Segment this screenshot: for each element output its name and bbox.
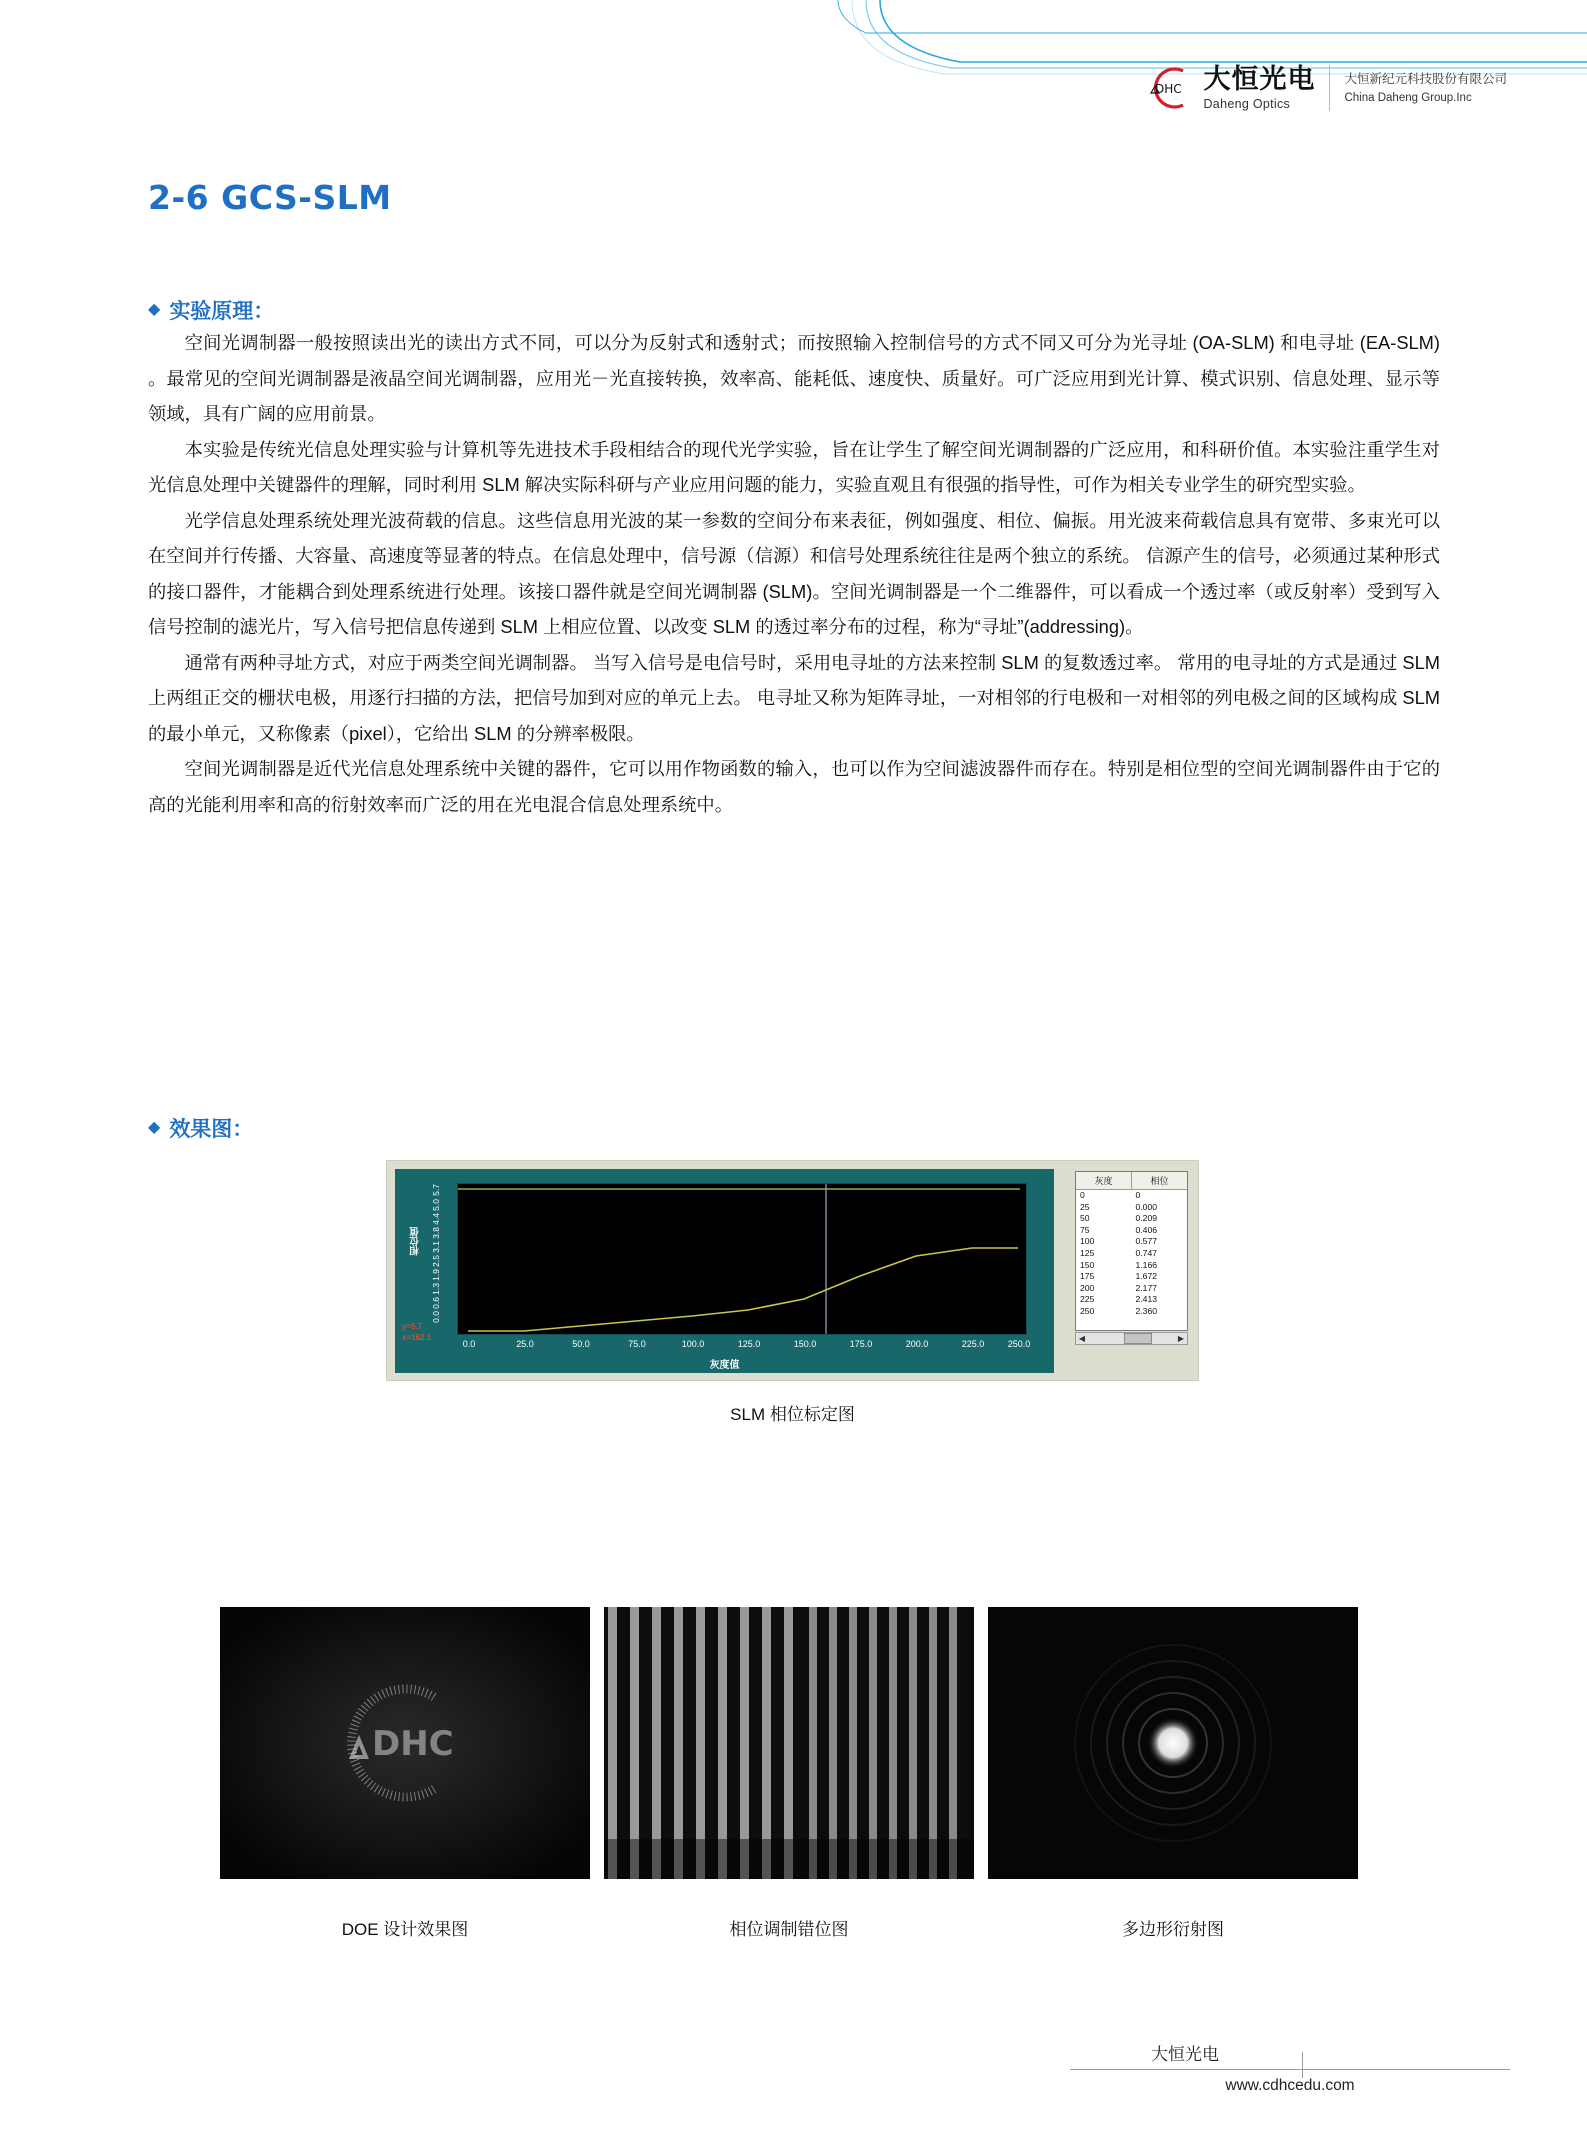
cell-phase: 1.166	[1135, 1259, 1158, 1270]
footer-url[interactable]: www.cdhcedu.com	[1225, 2077, 1355, 2094]
table-row	[1076, 1271, 1187, 1283]
company-chinese-name: 大恒新纪元科技股份有限公司	[1344, 71, 1507, 86]
calibration-table	[1075, 1171, 1188, 1331]
table-header-row	[1076, 1172, 1187, 1190]
figure-caption-main: SLM 相位标定图	[730, 1405, 855, 1424]
cell-phase: 0.406	[1135, 1224, 1158, 1235]
table-row	[1076, 1225, 1187, 1237]
y-tick: 2.5	[431, 1255, 441, 1267]
cell-gray: 0	[1080, 1190, 1085, 1200]
y-tick: 5.7	[431, 1184, 441, 1196]
scroll-left-icon[interactable]: ◀	[1078, 1334, 1086, 1343]
table-row	[1076, 1283, 1187, 1295]
cell-phase: 2.360	[1135, 1305, 1158, 1316]
cell-gray: 25	[1080, 1201, 1090, 1212]
cell-phase: 0.747	[1135, 1247, 1158, 1258]
cell-gray: 225	[1080, 1294, 1095, 1305]
thumbnail-caption-doe: DOE 设计效果图	[341, 1920, 469, 1939]
table-horizontal-scrollbar[interactable]	[1075, 1332, 1188, 1345]
cell-phase: 0.577	[1135, 1236, 1158, 1247]
thumbnail-doe	[220, 1607, 590, 1879]
cell-gray: 250	[1080, 1305, 1095, 1316]
scrollbar-thumb[interactable]	[1124, 1333, 1152, 1344]
dhc-logo-icon	[1143, 62, 1195, 114]
y-tick: 0.6	[431, 1297, 441, 1309]
table-row	[1076, 1260, 1187, 1272]
paragraph-3: 光学信息处理系统处理光波荷载的信息。这些信息用光波的某一参数的空间分布来表征，例如强度、相位、偏振。用光波来荷载信息具有宽带、多束光可以在空间并行传播、大容量、高速度等显著的特点。在信息处理中，信号源（信源）和信号处理系统往往是两个独立的系统。 信源产生的信号，必须通过某种形式的接口器件，才能耦合到处理系统进行处理。该接口器件就是空间光调制器 (SLM)。空间光调制器是一个二维器件，可以看成一个透过率（或反射率）受到写入信号控制的滤光片，写入信号把信息传递到 SLM 上相应位置、以改变 SLM 的透过率分布的过程，称为“寻址”(addressing)。	[148, 509, 1440, 637]
table-row	[1076, 1294, 1187, 1306]
company-english-name: China Daheng Group.Inc	[1344, 91, 1472, 104]
cell-phase: 2.413	[1135, 1294, 1158, 1305]
y-tick: 4.4	[431, 1213, 441, 1225]
thumbnail-fringe	[604, 1607, 974, 1879]
y-tick: 0.0	[431, 1311, 441, 1323]
scroll-right-icon[interactable]: ▶	[1177, 1334, 1185, 1343]
x-tick: 0.0	[462, 1339, 476, 1349]
cell-phase: 1.672	[1135, 1271, 1158, 1282]
section-heading-principle	[148, 295, 274, 325]
svg-text:DHC: DHC	[1155, 82, 1183, 96]
plot-canvas	[457, 1183, 1027, 1335]
x-axis-label: 灰度值	[709, 1360, 740, 1371]
table-row	[1076, 1202, 1187, 1214]
column-header-phase: 相位	[1150, 1176, 1169, 1186]
diamond-icon: ◆	[148, 301, 161, 318]
y-tick: 3.8	[431, 1227, 441, 1239]
logo-chinese-name: 大恒光电	[1203, 64, 1316, 95]
cursor-y-value: y=5.7	[402, 1322, 423, 1331]
paragraph-2: 本实验是传统光信息处理实验与计算机等先进技术手段相结合的现代光学实验，旨在让学生了解空间光调制器的广泛应用，和科研价值。本实验注重学生对光信息处理中关键器件的理解，同时利用 SLM 解决实际科研与产业应用问题的能力，实验直观且有很强的指导性，可作为相关专业学生的研究型实验。	[148, 438, 1440, 495]
table-row	[1076, 1213, 1187, 1225]
y-tick: 1.9	[431, 1269, 441, 1281]
section-label: 实验原理：	[169, 300, 275, 323]
x-tick: 200.0	[905, 1339, 929, 1349]
table-row	[1076, 1190, 1187, 1202]
paragraph-1: 空间光调制器一般按照读出光的读出方式不同，可以分为反射式和透射式；而按照输入控制信号的方式不同又可分为光寻址 (OA-SLM) 和电寻址 (EA-SLM) 。最常见的空间光调制器是液晶空间光调制器，应用光－光直接转换，效率高、能耗低、速度快、质量好。可广泛应用到光计算、模式识别、信息处理、显示等领域，具有广阔的应用前景。	[148, 332, 1440, 424]
y-tick: 5.0	[431, 1199, 441, 1211]
y-axis-ticks	[421, 1179, 455, 1339]
cell-gray: 125	[1080, 1247, 1095, 1258]
cell-gray: 100	[1080, 1236, 1095, 1247]
slm-calibration-screenshot	[386, 1160, 1199, 1381]
phase-curve	[458, 1184, 1026, 1334]
x-tick: 75.0	[628, 1339, 646, 1349]
x-axis-ticks	[457, 1339, 1029, 1353]
cell-phase: 0	[1135, 1190, 1141, 1200]
cell-gray: 75	[1080, 1224, 1090, 1235]
paragraph-5: 空间光调制器是近代光信息处理系统中关键的器件，它可以用作物函数的输入，也可以作为空间滤波器件而存在。特别是相位型的空间光调制器件由于它的高的光能利用率和高的衍射效率而广泛的用在光电混合信息处理系统中。	[148, 758, 1440, 815]
column-header-gray: 灰度	[1076, 1172, 1132, 1189]
diamond-icon: ◆	[148, 1119, 161, 1136]
logo-divider	[1329, 65, 1330, 111]
x-tick: 25.0	[516, 1339, 534, 1349]
paragraph-4: 通常有两种寻址方式，对应于两类空间光调制器。 当写入信号是电信号时，采用电寻址的方法来控制 SLM 的复数透过率。 常用的电寻址的方式是通过 SLM 上两组正交的栅状电极，用逐行扫描的方法，把信号加到对应的单元上去。 电寻址又称为矩阵寻址，一对相邻的行电极和一对相邻的列电极之间的区域构成 SLM 的最小单元，又称像素（pixel），它给出 SLM 的分辨率极限。	[148, 651, 1440, 744]
cell-phase: 0.209	[1135, 1213, 1158, 1224]
footer-tick	[1302, 2052, 1303, 2078]
cursor-x-value: x=162.1	[402, 1333, 432, 1342]
x-tick: 100.0	[681, 1339, 705, 1349]
y-axis-label: 相位值	[410, 1227, 421, 1256]
section-heading-results	[148, 1113, 253, 1143]
brand-logo	[1143, 62, 1507, 114]
plot-panel	[395, 1169, 1054, 1373]
x-tick: 175.0	[849, 1339, 873, 1349]
x-tick: 150.0	[793, 1339, 817, 1349]
cell-gray: 150	[1080, 1259, 1095, 1270]
x-tick: 225.0	[961, 1339, 985, 1349]
page-title: 2-6 GCS-SLM	[148, 178, 392, 217]
body-text	[148, 325, 1440, 822]
y-tick: 1.3	[431, 1283, 441, 1295]
svg-text:DHC: DHC	[372, 1724, 454, 1764]
cell-gray: 200	[1080, 1282, 1095, 1293]
y-tick: 3.1	[431, 1241, 441, 1253]
cell-gray: 50	[1080, 1213, 1090, 1224]
x-tick: 50.0	[572, 1339, 590, 1349]
cell-phase: 2.177	[1135, 1282, 1158, 1293]
section-label: 效果图：	[169, 1118, 254, 1141]
table-row	[1076, 1248, 1187, 1260]
thumbnail-caption-diffraction: 多边形衍射图	[1122, 1920, 1224, 1939]
cell-gray: 175	[1080, 1271, 1095, 1282]
cursor-readout	[402, 1321, 431, 1343]
footer-divider	[1070, 2069, 1510, 2070]
x-tick: 125.0	[737, 1339, 761, 1349]
thumbnail-diffraction	[988, 1607, 1358, 1879]
table-row	[1076, 1306, 1187, 1318]
x-tick: 250.0	[1007, 1339, 1031, 1349]
table-row	[1076, 1236, 1187, 1248]
cell-phase: 0.000	[1135, 1201, 1158, 1212]
footer-brand: 大恒光电	[1151, 2045, 1219, 2064]
logo-english-name: Daheng Optics	[1203, 96, 1291, 111]
thumbnail-caption-fringe: 相位调制错位图	[729, 1920, 849, 1939]
